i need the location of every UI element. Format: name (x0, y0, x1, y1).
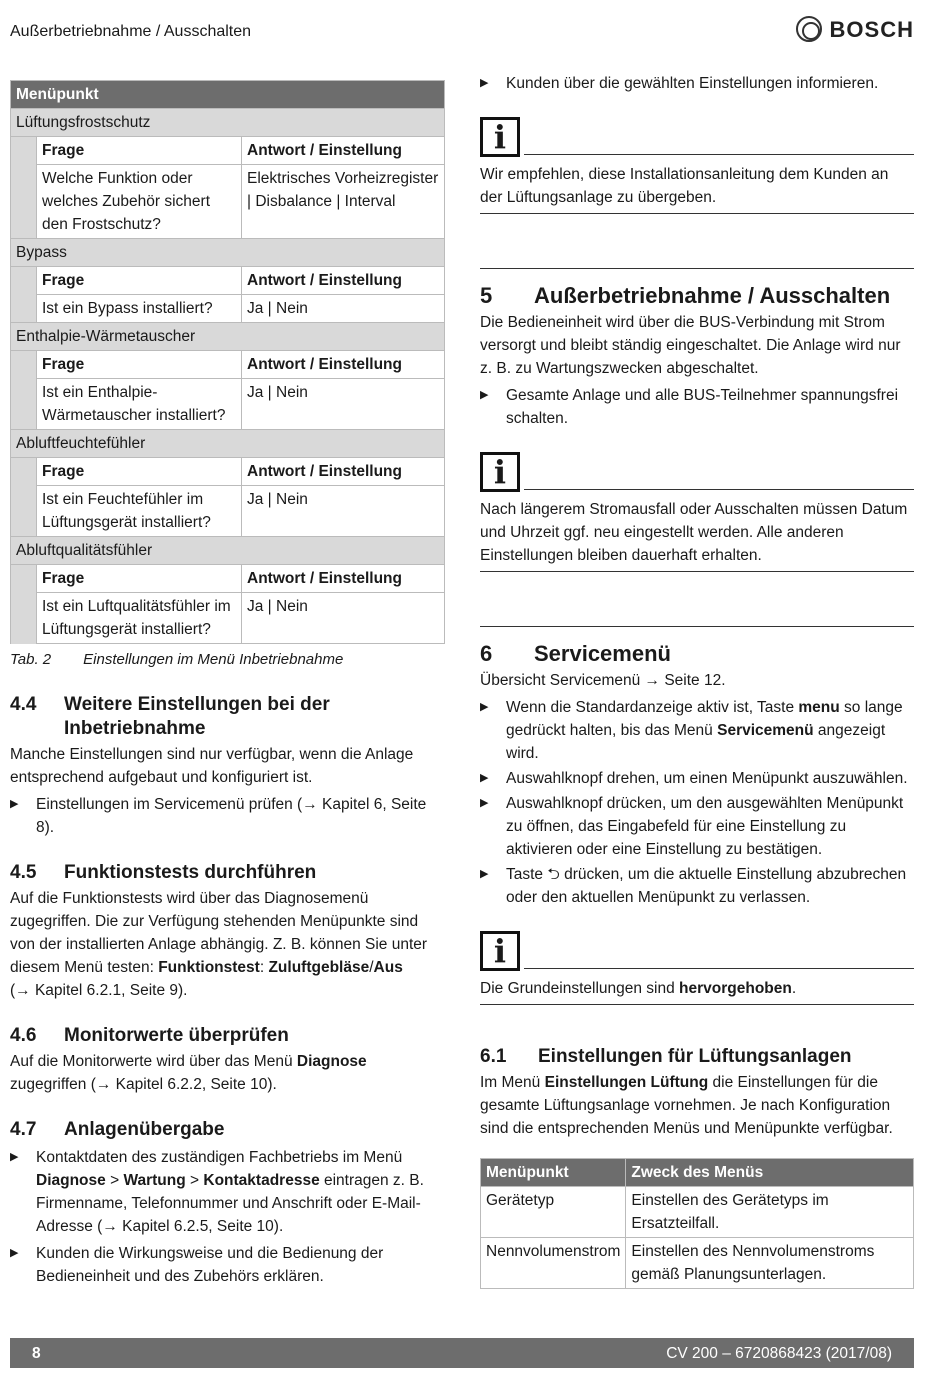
left-column (10, 80, 445, 1288)
table-caption: Tab. 2 Einstellungen im Menü Inbetriebnahme (10, 651, 344, 668)
list-item: ▶ Taste ⮌ drücken, um die aktuelle Einstellung abzubrechen oder den aktuellen Menüpunkt zu verlassen. (480, 863, 914, 909)
list-item: ▶ Kunden über die gewählten Einstellungen informieren. (480, 72, 914, 95)
table-cell: Ist ein Luftqualitätsfühler im Lüftungsgerät installiert? (37, 593, 242, 644)
arrow-bullet-icon: ▶ (480, 389, 489, 401)
bosch-logo-icon (796, 16, 822, 42)
paragraph: Die Bedieneinheit wird über die BUS-Verbindung mit Strom versorgt und bleibt ständig eingeschaltet. Die Anlage wird nur z. B. zu Wartungszwecken abgeschaltet. (480, 314, 901, 377)
list-item: ▶ Wenn die Standardanzeige aktiv ist, Taste menu so lange gedrückt halten, bis das Menü Servicemenü angezeigt wird. (480, 696, 914, 765)
info-note: i Nach längerem Stromausfall oder Ausschalten müssen Datum und Uhrzeit ggf. neu eingestellt werden. Alle anderen Einstellungen bleiben dauerhaft erhalten. (480, 452, 914, 572)
paragraph: Übersicht Servicemenü → Seite 12. (480, 672, 726, 689)
doc-id: CV 200 – 6720868423 (2017/08) (666, 1344, 892, 1362)
brand (796, 16, 914, 42)
table-cell: Welche Funktion oder welches Zubehör sichert den Frostschutz? (37, 165, 242, 239)
col-answer: Antwort / Einstellung (242, 565, 445, 593)
table-section: Abluftqualitätsfühler (11, 537, 445, 565)
table-row: Gerätetyp Einstellen des Gerätetyps im Ersatzteilfall. (481, 1187, 914, 1238)
section-heading-4-4: 4.4 Weitere Einstellungen bei der Inbetriebnahme (10, 694, 330, 739)
table-cell: Ist ein Bypass installiert? (37, 295, 242, 323)
col-question: Frage (37, 137, 242, 165)
arrow-bullet-icon: ▶ (10, 1151, 19, 1163)
table-row: Nennvolumenstrom Einstellen des Nennvolumenstroms gemäß Planungsunterlagen. (481, 1238, 914, 1289)
chapter-heading-6: 6 Servicemenü (480, 641, 671, 666)
arrow-bullet-icon: ▶ (10, 1247, 19, 1259)
list-item: ▶ Kontaktdaten des zuständigen Fachbetriebs im Menü Diagnose > Wartung > Kontaktadresse eintragen z. B. Firmenname, Telefonnummer und Anschrift oder E-Mail-Adresse (→ Kapitel 6.2.5, Seite 10). (10, 1146, 445, 1238)
arrow-bullet-icon: ▶ (480, 701, 489, 713)
right-column (480, 72, 914, 1289)
info-note: i Die Grundeinstellungen sind hervorgehoben. (480, 931, 914, 1005)
arrow-bullet-icon: ▶ (480, 77, 489, 89)
servicemenu-table (480, 1158, 914, 1289)
paragraph: Auf die Monitorwerte wird über das Menü Diagnose zugegriffen (→ Kapitel 6.2.2, Seite 10). (10, 1053, 367, 1093)
info-icon: i (480, 117, 520, 157)
arrow-bullet-icon: ▶ (480, 772, 489, 784)
table-cell: Elektrisches Vorheizregister | Disbalance | Interval (242, 165, 445, 239)
list-item: ▶ Einstellungen im Servicemenü prüfen (→ Kapitel 6, Seite 8). (10, 793, 445, 839)
col-question: Frage (37, 565, 242, 593)
col-answer: Antwort / Einstellung (242, 137, 445, 165)
back-key-icon: ⮌ (547, 866, 560, 883)
brand-name: BOSCH (829, 16, 914, 42)
col-purpose: Zweck des Menüs (626, 1159, 914, 1187)
table-section: Enthalpie-Wärmetauscher (11, 323, 445, 351)
table-head: Menüpunkt (11, 81, 445, 109)
table-cell: Ist ein Enthalpie-Wärmetauscher installiert? (37, 379, 242, 430)
settings-table (10, 80, 445, 644)
table-section: Bypass (11, 239, 445, 267)
page-header-title: Außerbetriebnahme / Ausschalten (10, 23, 252, 40)
table-section: Lüftungsfrostschutz (11, 109, 445, 137)
info-icon: i (480, 931, 520, 971)
col-menuitem: Menüpunkt (481, 1159, 626, 1187)
table-cell: Ja | Nein (242, 486, 445, 537)
section-heading-4-6: 4.6 Monitorwerte überprüfen (10, 1025, 289, 1046)
arrow-bullet-icon: ▶ (10, 798, 19, 810)
paragraph: Manche Einstellungen sind nur verfügbar, wenn die Anlage entsprechend aufgebaut und konfiguriert ist. (10, 746, 414, 786)
col-question: Frage (37, 267, 242, 295)
col-answer: Antwort / Einstellung (242, 267, 445, 295)
chapter-heading-5: 5 Außerbetriebnahme / Ausschalten (480, 283, 891, 308)
page-number: 8 (32, 1344, 41, 1362)
info-icon: i (480, 452, 520, 492)
table-cell: Ist ein Feuchtefühler im Lüftungsgerät installiert? (37, 486, 242, 537)
list-item: ▶ Gesamte Anlage und alle BUS-Teilnehmer spannungsfrei schalten. (480, 384, 914, 430)
paragraph: Auf die Funktionstests wird über das Diagnosemenü zugegriffen. Die zur Verfügung stehenden Menüpunkte sind von der installierten Anlage abhängig. Z. B. können Sie unter diesem Menü testen: Funktionstest: Zuluftgebläse/Aus (→ Kapitel 6.2.1, Seite 9). (10, 890, 428, 999)
section-heading-6-1: 6.1 Einstellungen für Lüftungsanlagen (480, 1046, 852, 1067)
table-cell: Ja | Nein (242, 379, 445, 430)
col-answer: Antwort / Einstellung (242, 458, 445, 486)
arrow-bullet-icon: ▶ (480, 797, 489, 809)
col-answer: Antwort / Einstellung (242, 351, 445, 379)
col-question: Frage (37, 458, 242, 486)
page-footer (10, 1338, 914, 1368)
table-section: Abluftfeuchtefühler (11, 430, 445, 458)
table-cell: Ja | Nein (242, 295, 445, 323)
arrow-bullet-icon: ▶ (480, 868, 489, 880)
section-heading-4-7: 4.7 Anlagenübergabe (10, 1119, 225, 1140)
info-note: i Wir empfehlen, diese Installationsanleitung dem Kunden an der Lüftungsanlage zu übergeben. (480, 117, 914, 214)
list-item: ▶ Auswahlknopf drücken, um den ausgewählten Menüpunkt zu öffnen, das Eingabefeld für eine Einstellung zu aktivieren oder eine Einstellung zu bestätigen. (480, 792, 914, 861)
table-cell: Ja | Nein (242, 593, 445, 644)
section-heading-4-5: 4.5 Funktionstests durchführen (10, 862, 317, 883)
col-question: Frage (37, 351, 242, 379)
paragraph: Im Menü Einstellungen Lüftung die Einstellungen für die gesamte Lüftungsanlage vornehmen. Je nach Konfiguration sind die entsprechenden Menüs und Menüpunkte verfügbar. (480, 1074, 893, 1137)
list-item: ▶ Kunden die Wirkungsweise und die Bedienung der Bedieneinheit und des Zubehörs erklären. (10, 1242, 445, 1288)
list-item: ▶ Auswahlknopf drehen, um einen Menüpunkt auszuwählen. (480, 767, 914, 790)
